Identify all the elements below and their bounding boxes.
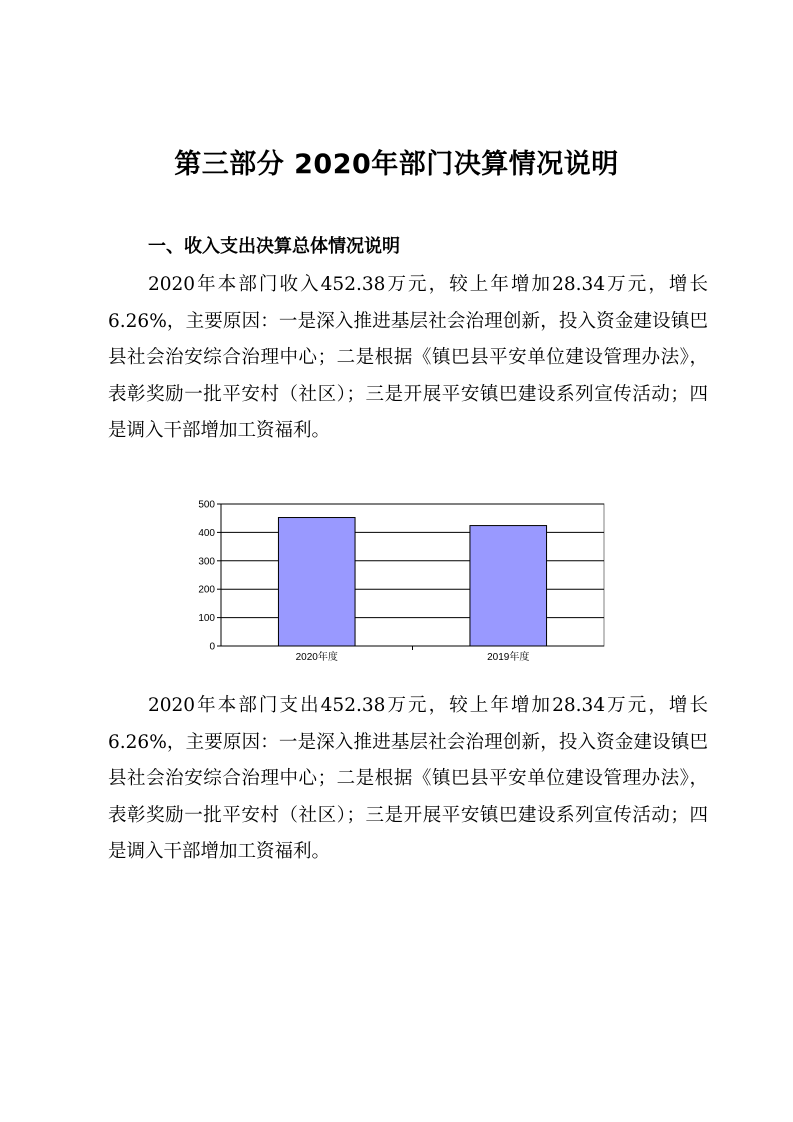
x-tick-label: 2020年度 bbox=[295, 652, 338, 663]
y-tick-label: 100 bbox=[198, 613, 215, 625]
section-heading: 一、收入支出决算总体情况说明 bbox=[148, 236, 400, 257]
bar-chart bbox=[178, 494, 618, 669]
y-tick-label: 400 bbox=[198, 527, 215, 539]
y-tick-label: 500 bbox=[198, 499, 215, 511]
y-tick-label: 300 bbox=[198, 556, 215, 568]
income-paragraph: 2020年本部门收入452.38万元，较上年增加28.34万元，增长6.26%，主要原因：一是深入推进基层社会治理创新，投入资金建设镇巴县社会治安综合治理中心；二是根据《镇巴县平安单位建设管理办法》，表彰奖励一批平安村（社区）；三是开展平安镇巴建设系列宣传活动；四是调入干部增加工资福利。 bbox=[108, 274, 708, 441]
bar-0 bbox=[278, 518, 355, 646]
bar-1 bbox=[470, 526, 547, 646]
income-chart bbox=[178, 494, 618, 669]
y-tick-label: 0 bbox=[209, 641, 215, 653]
x-tick-label: 2019年度 bbox=[487, 652, 530, 663]
expense-paragraph: 2020年本部门支出452.38万元，较上年增加28.34万元，增长6.26%，主要原因：一是深入推进基层社会治理创新，投入资金建设镇巴县社会治安综合治理中心；二是根据《镇巴县平安单位建设管理办法》，表彰奖励一批平安村（社区）；三是开展平安镇巴建设系列宣传活动；四是调入干部增加工资福利。 bbox=[108, 695, 708, 862]
page-title: 第三部分 2020年部门决算情况说明 bbox=[174, 149, 619, 180]
y-tick-label: 200 bbox=[198, 584, 215, 596]
